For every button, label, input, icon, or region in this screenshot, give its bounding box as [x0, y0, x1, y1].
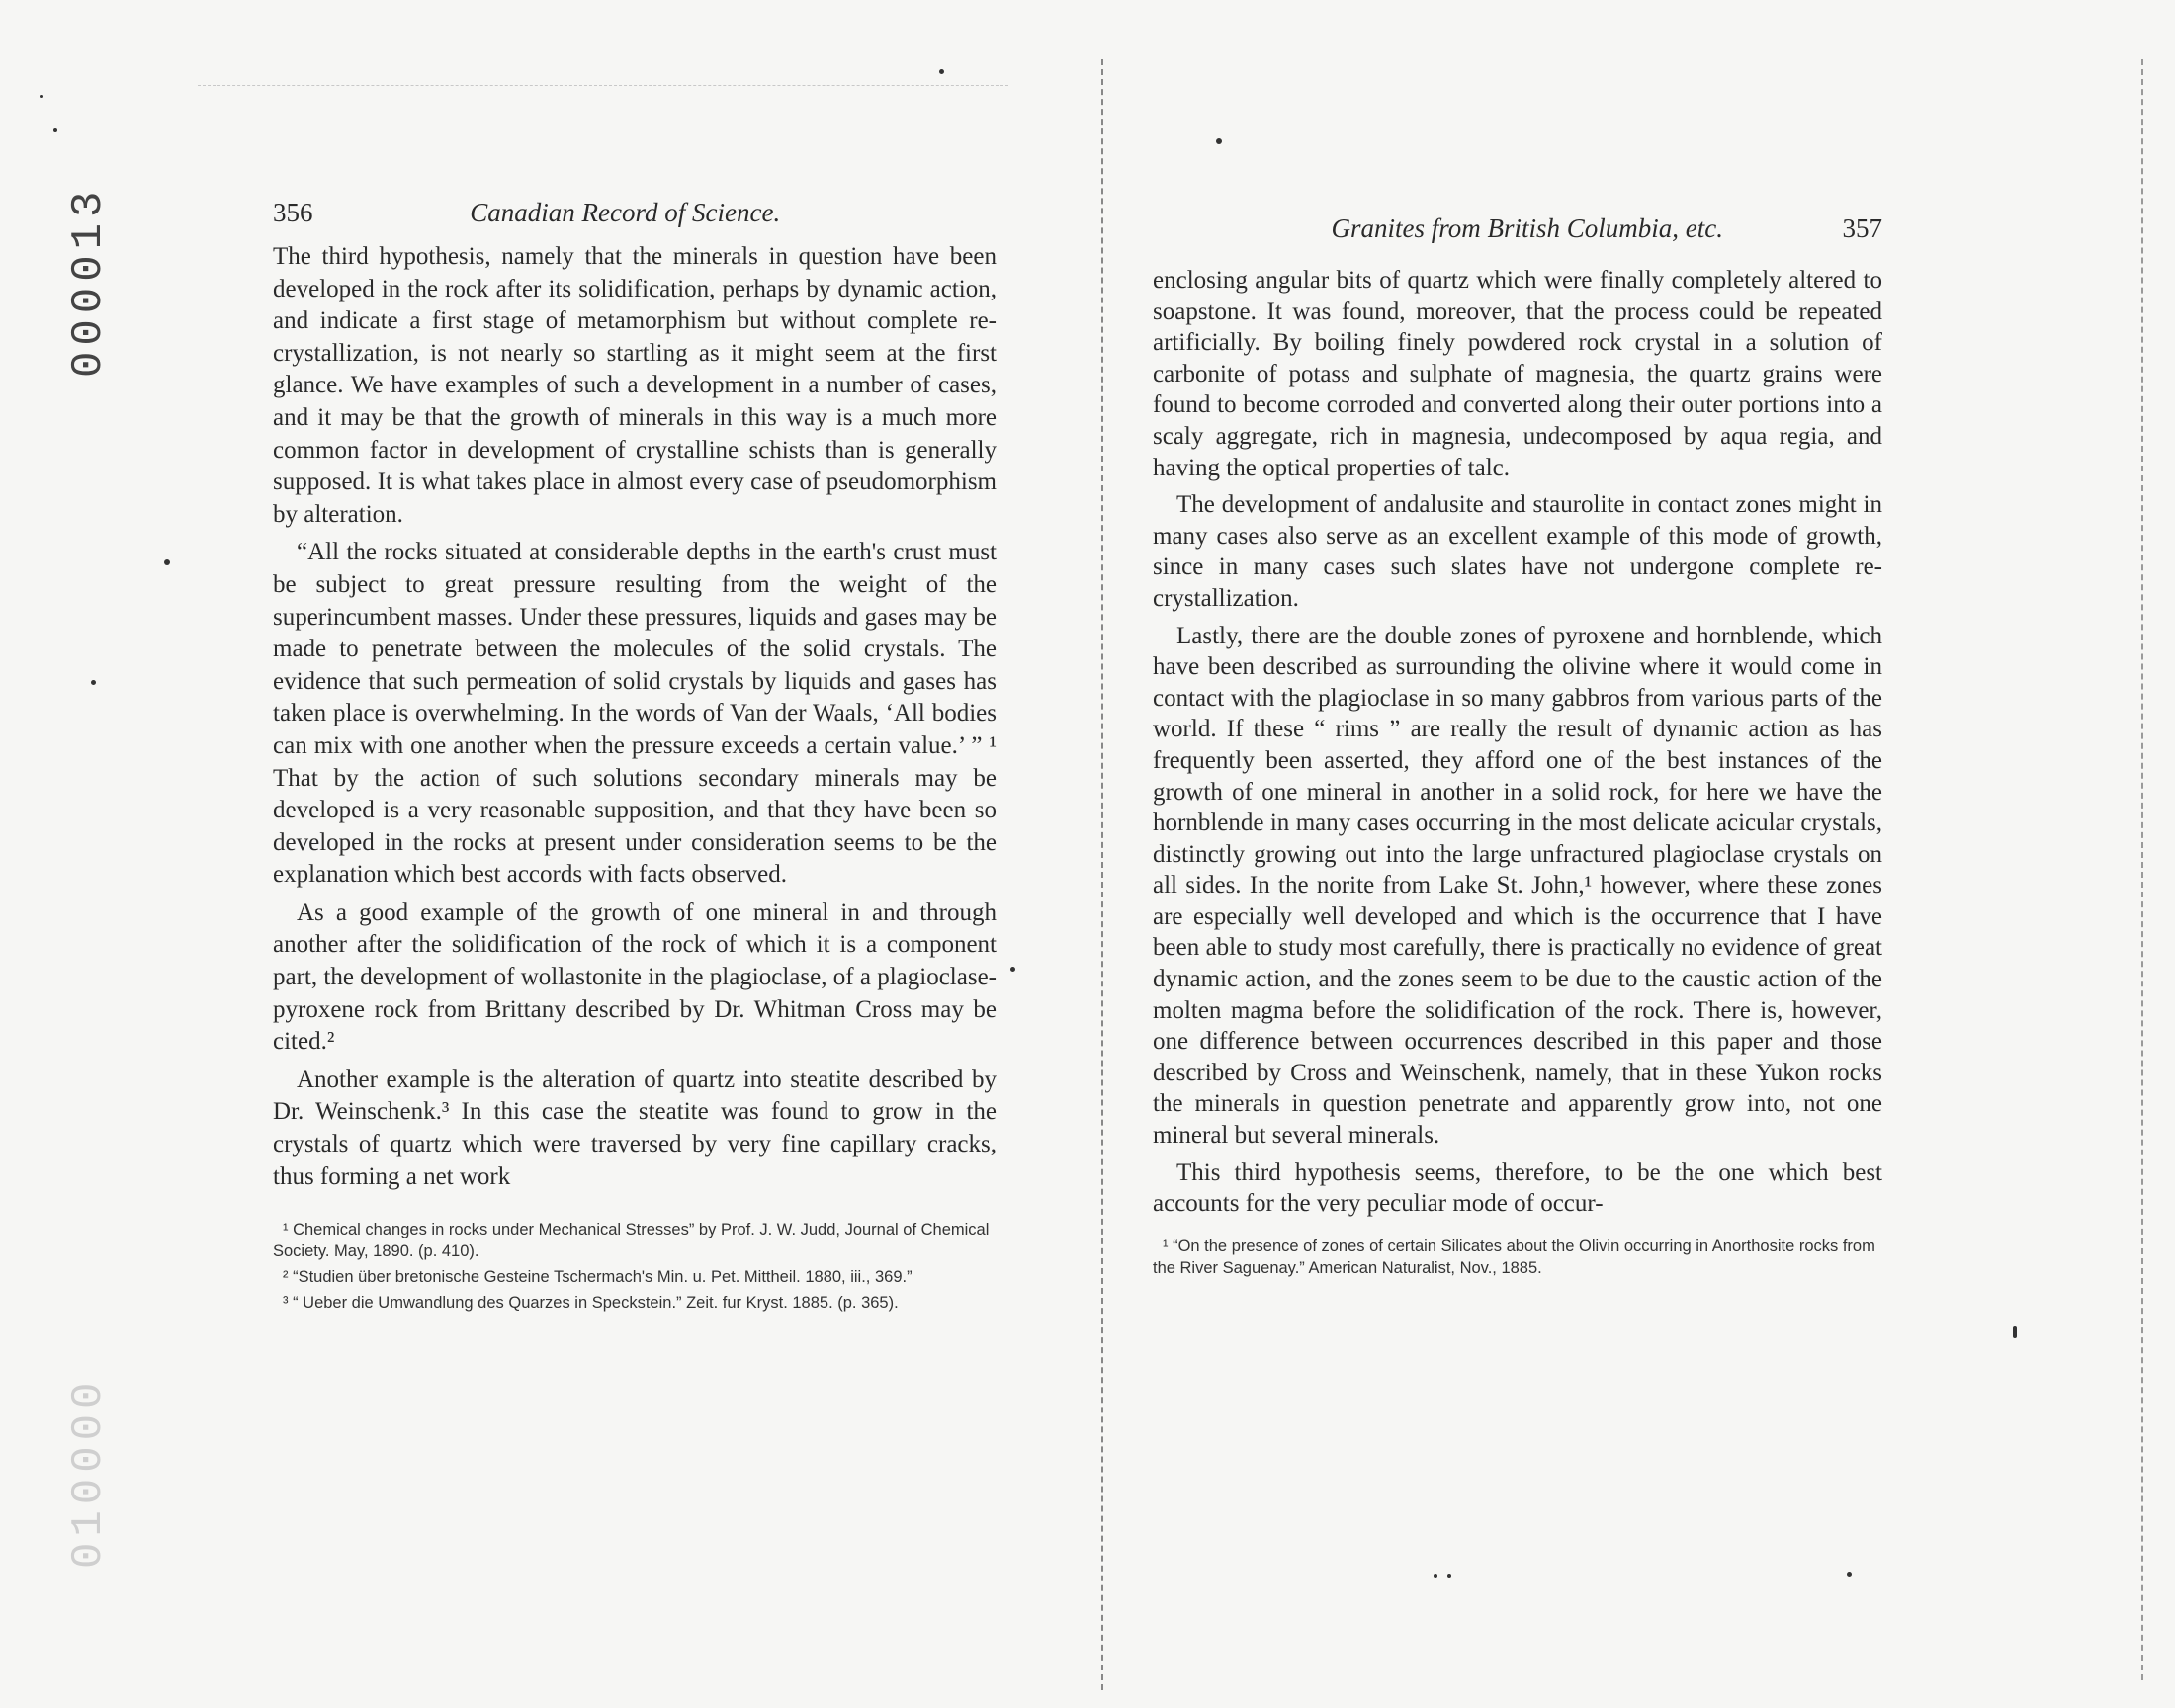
- left-body-text: [273, 241, 997, 1193]
- scan-speck: [53, 128, 57, 132]
- paragraph: enclosing angular bits of quartz which were finally completely altered to soapstone. It was found, moreover, that the process could be repeated artificially. By boiling finely powdered rock crystal in a solution of carbonite of potass and sulphate of magnesia, the quartz grains were found to become corroded and converted along their outer portions into a scaly aggregate, rich in magnesia, undecomposed by aqua regia, and having the optical properties of talc.: [1153, 267, 1882, 481]
- paragraph: This third hypothesis seems, therefore, to be the one which best accounts for the very peculiar mode of occur-: [1153, 1158, 1882, 1218]
- left-footnotes: [273, 1219, 997, 1314]
- scan-artifact-line: [198, 85, 1008, 86]
- footnote: ³ “ Ueber die Umwandlung des Quarzes in Speckstein.” Zeit. fur Kryst. 1885. (p. 365).: [283, 1294, 899, 1313]
- left-running-title: Canadian Record of Science.: [470, 198, 781, 227]
- left-running-head: [273, 198, 997, 231]
- right-running-head: [1153, 214, 1882, 247]
- scan-speck: [1447, 1574, 1451, 1578]
- right-running-title: Granites from British Columbia, etc.: [1331, 214, 1723, 243]
- paragraph: The development of andalusite and staurolite in contact zones might in many cases also serve as an excellent example of this mode of growth, since in many cases such slates have not undergone complete re-crystallization.: [1153, 491, 1882, 612]
- scan-speck: [40, 95, 43, 98]
- right-footnotes: [1153, 1236, 1882, 1279]
- right-page-number: 357: [1842, 214, 1882, 243]
- scan-edge: [2141, 59, 2143, 1680]
- scan-speck: [939, 69, 944, 74]
- paragraph: “All the rocks situated at considerable depths in the earth's crust must be subject to great pressure resulting from the weight of the superincumbent masses. Under these pressures, liquids and gases may be made to penetrate between the molecules of the solid crystals. The evidence that such permeation of solid crystals by liquids and gases has taken place is overwhelming. In the words of Van der Waals, ‘All bodies can mix with one another when the pressure exceeds a certain value.’ ” ¹ That by the action of such solutions secondary minerals may be developed is a very reasonable supposition, and that they have been so developed in the rocks at present under consideration seems to be the explanation which best accords with facts observed.: [273, 539, 997, 889]
- footnote: ¹ “On the presence of zones of certain Silicates about the Olivin occurring in Anorthosite rocks from the River Saguenay.” American Naturalist, Nov., 1885.: [1153, 1237, 1875, 1277]
- left-page-number: 356: [273, 198, 313, 227]
- left-page: [273, 198, 997, 1318]
- archive-stamp: 000013: [64, 185, 114, 379]
- scan-speck: [1434, 1574, 1437, 1578]
- paragraph: As a good example of the growth of one mineral in and through another after the solidification of the rock of which it is a component part, the development of wollastonite in the plagioclase, of a plagioclase-pyroxene rock from Brittany described by Dr. Whitman Cross may be cited.²: [273, 898, 997, 1056]
- scan-speck: [1010, 967, 1015, 972]
- scan-speck: [164, 559, 170, 565]
- scan-speck: [1216, 138, 1222, 144]
- right-body-text: [1153, 265, 1882, 1220]
- scan-speck: [2013, 1326, 2017, 1338]
- scan-speck: [91, 680, 96, 685]
- footnote: ² “Studien über bretonische Gesteine Tschermach's Min. u. Pet. Mittheil. 1880, iii., 369.”: [283, 1268, 913, 1287]
- paragraph: Lastly, there are the double zones of pyroxene and hornblende, which have been described as surrounding the olivine where it would come in contact with the plagioclase in so many gabbros from various parts of the world. If these “ rims ” are really the result of dynamic action as has frequently been asserted, they afford one of the best instances of the growth of one mineral in another in a solid rock, for here we have the hornblende in many cases occurring in the most delicate acicular crystals, distinctly growing out into the large unfractured plagioclase crystals on all sides. In the norite from Lake St. John,¹ however, where these zones are especially well developed and which is the occurrence that I have been able to study most carefully, there is practically no evidence of great dynamic action, and the zones seem to be due to the caustic action of the molten magma before the solidification of the rock. There is, however, one difference between occurrences described in this paper and those described by Cross and Weinschenk, namely, that in these Yukon rocks the minerals in question penetrate and apparently grow into, not one mineral but several minerals.: [1153, 622, 1882, 1150]
- paragraph: The third hypothesis, namely that the minerals in question have been developed in the rock after its solidification, perhaps by dynamic action, and indicate a first stage of metamorphism but without complete re-crystallization, is not nearly so startling as it might seem at the first glance. We have examples of such a development in a number of cases, and it may be that the growth of minerals in this way is a much more common factor in development of crystalline schists than is generally supposed. It is what takes place in almost every case of pseudomorphism by alteration.: [273, 243, 997, 528]
- footnote: ¹ Chemical changes in rocks under Mechanical Stresses” by Prof. J. W. Judd, Journal of Chemical Society. May, 1890. (p. 410).: [273, 1221, 990, 1261]
- right-page: [1153, 214, 1882, 1283]
- scan-speck: [1847, 1572, 1852, 1577]
- paragraph: Another example is the alteration of quartz into steatite described by Dr. Weinschenk.³ In this case the steatite was found to grow in the crystals of quartz which were traversed by very fine capillary cracks, thus forming a net work: [273, 1066, 997, 1190]
- archive-stamp-faint: 010000: [64, 1376, 114, 1570]
- page-gutter: [1101, 59, 1103, 1690]
